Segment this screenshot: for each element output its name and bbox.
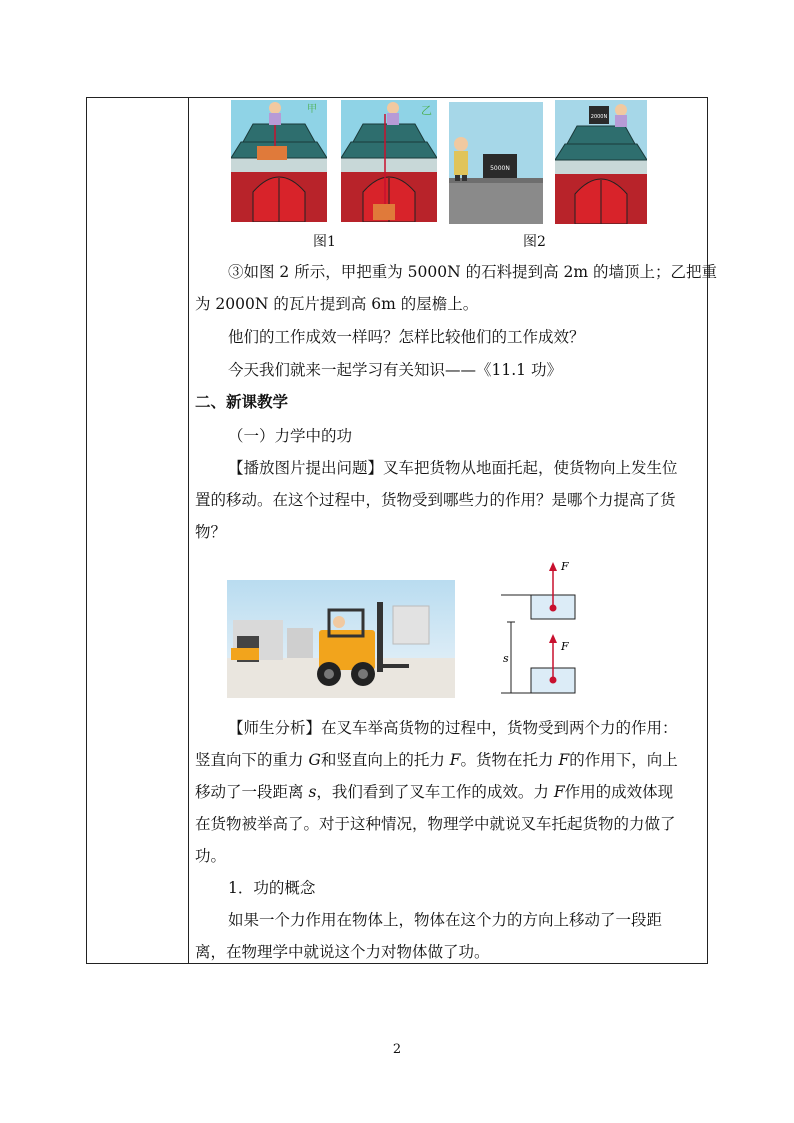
concept-line-1: 如果一个力作用在物体上，物体在这个力的方向上移动了一段距: [228, 911, 663, 929]
analysis-line-1: 【师生分析】在叉车举高货物的过程中，货物受到两个力的作用：: [228, 719, 678, 737]
label-yi: 乙: [421, 104, 432, 117]
concept-title: 1．功的概念: [228, 879, 316, 897]
label-2000n: 2000N: [590, 114, 608, 120]
analysis-line-5: 功。: [195, 847, 227, 865]
column-divider: [188, 98, 189, 963]
analysis-line-2: 竖直向下的重力 G和竖直向上的托力 F。货物在托力 F的作用下，向上: [195, 751, 678, 769]
figure-yi-building: [341, 100, 437, 222]
analysis-line-4: 在货物被举高了。对于这种情况，物理学中就说叉车托起货物的力做了: [195, 815, 676, 833]
force-diagram: [501, 558, 601, 700]
intro-question: 他们的工作成效一样吗？怎样比较他们的工作成效？: [228, 328, 585, 346]
analysis-line-3: 移动了一段距离 s，我们看到了叉车工作的成效。力 F作用的成效体现: [195, 783, 674, 801]
ask-line-2: 置的移动。在这个过程中，货物受到哪些力的作用？是哪个力提高了货: [195, 491, 676, 509]
subsection-title: （一）力学中的功: [228, 427, 353, 445]
force-label-top: F: [561, 560, 569, 573]
label-5000n: 5000N: [490, 165, 510, 172]
figure-wall-stone: [449, 102, 543, 224]
concept-line-2: 离，在物理学中就说这个力对物体做了功。: [195, 943, 490, 961]
figure-1-caption: 图1: [313, 234, 336, 250]
figure-2-caption: 图2: [523, 234, 546, 250]
section-heading: 二、新课教学: [195, 392, 289, 411]
ask-line-1: 【播放图片提出问题】叉车把货物从地面托起，使货物向上发生位: [228, 459, 678, 477]
forklift-photo: [227, 580, 455, 698]
intro-today: 今天我们就来一起学习有关知识——《11.1 功》: [228, 361, 562, 379]
label-jia: 甲: [307, 104, 317, 115]
force-label-bottom: F: [561, 640, 569, 653]
figure-jia-building: [231, 100, 327, 222]
distance-label: s: [503, 652, 509, 665]
figure-roof-tiles: [555, 100, 647, 224]
page-number: 2: [392, 1042, 402, 1057]
lesson-table: [86, 97, 717, 964]
ask-line-3: 物？: [195, 523, 227, 541]
intro-line-2: 为 2000N 的瓦片提到高 6m 的屋檐上。: [195, 295, 479, 313]
intro-line-1: ③如图 2 所示，甲把重为 5000N 的石料提到高 2m 的墙顶上；乙把重: [228, 263, 717, 281]
